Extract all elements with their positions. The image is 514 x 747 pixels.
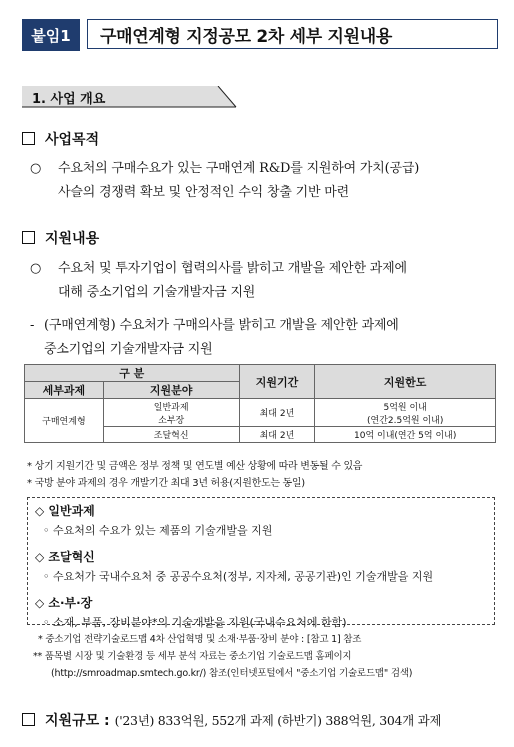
table-cell-field-2: 조달혁신: [103, 427, 239, 443]
footnote-2: ** 품목별 시장 및 기술환경 등 세부 분석 자료는 중소기업 기술로드맵 홈페이지: [33, 651, 352, 662]
note-1: * 상기 지원기간 및 금액은 정부 정책 및 연도별 예산 상황에 따라 변동될 수 있음: [27, 461, 363, 472]
support-paragraph: [30, 257, 505, 305]
field-general-title: ◇ 일반과제: [35, 504, 95, 518]
support-line-1-text: 수요처 및 투자기업이 협력의사를 밝히고 개발을 제안한 과제에: [58, 261, 407, 276]
purpose-line-1-text: 수요처의 구매수요가 있는 구매연계 R&D를 지원하여 가치(공급): [58, 161, 420, 176]
field-sobujang: 소부장: [158, 415, 185, 426]
table-cell-limit-2: 10억 이내(연간 5억 이내): [315, 427, 496, 443]
support-line-1: [30, 257, 505, 281]
support-sub-paragraph: [30, 314, 505, 362]
support-sub-line-1-text: (구매연계형) 수요처가 구매의사를 밝히고 개발을 제안한 과제에: [44, 318, 399, 333]
limit-1-annual: (연간2.5억원 이내): [367, 415, 444, 426]
checkbox-square-icon: [22, 132, 35, 145]
purpose-line-2: 사슬의 경쟁력 확보 및 안정적인 수익 창출 기반 마련: [58, 185, 349, 200]
note-2: * 국방 분야 과제의 경우 개발기간 최대 3년 허용(지원한도는 동일): [27, 478, 305, 489]
table-cell-task: 구매연계형: [25, 399, 104, 443]
purpose-heading-text: 사업목적: [45, 132, 100, 148]
table-header-period: 지원기간: [239, 365, 315, 399]
table-cell-field-1: [103, 399, 239, 427]
table-cell-period-1: 최대 2년: [239, 399, 315, 427]
support-line-2: 대해 중소기업의 기술개발자금 지원: [58, 285, 256, 300]
field-general-item: ◦ 수요처의 수요가 있는 제품의 기술개발을 지원: [43, 524, 273, 537]
table-header-group: 구 분: [25, 365, 240, 382]
table-notes: [27, 458, 507, 492]
table-cell-period-2: 최대 2년: [239, 427, 315, 443]
field-sobujang-title: ◇ 소·부·장: [35, 596, 93, 610]
purpose-line-1: [30, 157, 500, 181]
support-table: [24, 364, 496, 443]
field-sobujang-item: ◦ 소재, 부품, 장비분야*의 기술개발을 지원(국내수요처에 한함): [43, 616, 347, 629]
support-heading: [22, 228, 99, 248]
table-header-field: 지원분야: [103, 382, 239, 399]
field-procurement-item: ◦ 수요처가 국내수요처 중 공공수요처(정부, 지자체, 공공기관)인 기술개발을 지원: [43, 570, 434, 583]
support-sub-line-1: [30, 314, 505, 338]
footnotes: [33, 631, 505, 682]
scale-heading-text: 지원규모 :: [45, 713, 110, 729]
circle-bullet-icon: ○: [30, 161, 42, 176]
field-general: 일반과제: [153, 402, 189, 413]
footnote-1: * 중소기업 전략기술로드맵 4차 산업혁명 및 소재·부품·장비 분야 : [참고 1] 참조: [38, 634, 362, 645]
fields-list: [35, 502, 493, 630]
support-heading-text: 지원내용: [45, 231, 100, 247]
field-procurement-title: ◇ 조달혁신: [35, 550, 95, 564]
circle-bullet-icon: ○: [30, 261, 42, 276]
section-title: 1. 사업 개요: [32, 92, 106, 107]
checkbox-square-icon: [22, 231, 35, 244]
scale-heading: [22, 713, 110, 729]
table-header-limit: 지원한도: [315, 365, 496, 399]
limit-1-main: 5억원 이내: [383, 402, 427, 413]
footnote-3: (http://smroadmap.smtech.go.kr/) 참조(인터넷포털에서 "중소기업 기술로드맵" 검색): [51, 668, 413, 679]
purpose-heading: [22, 129, 99, 149]
attachment-tab: 붙임1: [22, 19, 80, 51]
purpose-paragraph: [30, 157, 500, 205]
checkbox-square-icon: [22, 713, 35, 726]
document-title: 구매연계형 지정공모 2차 세부 지원내용: [87, 19, 498, 49]
table-cell-limit-1: [315, 399, 496, 427]
scale-text: ('23년) 833억원, 552개 과제 (하반기) 388억원, 304개 과제: [114, 713, 442, 728]
scale-line: [22, 710, 510, 730]
support-sub-line-2: 중소기업의 기술개발자금 지원: [44, 342, 213, 357]
dash-bullet-icon: -: [30, 318, 35, 333]
table-header-task: 세부과제: [25, 382, 104, 399]
